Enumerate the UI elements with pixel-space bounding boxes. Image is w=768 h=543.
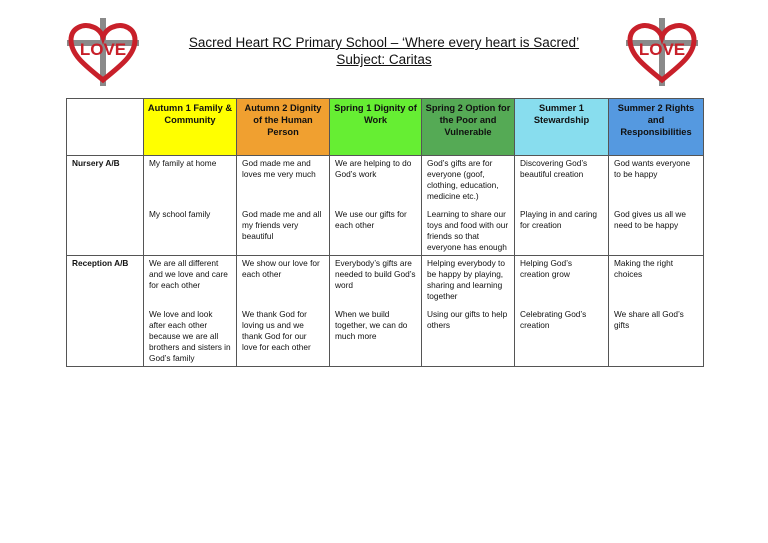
cell-entry: My family at home: [149, 158, 217, 168]
cell-entry: Learning to share our toys and food with our friends so that everyone has enough: [427, 209, 509, 252]
table-cell: [144, 256, 237, 367]
cell-entry: Using our gifts to help others: [427, 309, 508, 330]
header-row: [67, 99, 704, 156]
curriculum-table: [66, 98, 704, 367]
table-cell: [237, 256, 330, 367]
table-cell: [144, 156, 237, 256]
cell-entry: God’s gifts are for everyone (goof, clothing, education, medicine etc.): [427, 158, 499, 201]
table-row-nursery: [67, 156, 704, 256]
cell-entry: Making the right choices: [614, 258, 674, 279]
cell-entry: God gives us all we need to be happy: [614, 209, 686, 230]
row-label-reception: Reception A/B: [67, 256, 144, 367]
cell-entry: Celebrating God’s creation: [520, 309, 587, 330]
table-cell: [330, 156, 422, 256]
table-cell: [237, 156, 330, 256]
cell-entry: My school family: [149, 209, 211, 219]
logo-text: LOVE: [79, 40, 127, 59]
table-cell: [422, 256, 515, 367]
cell-entry: We are helping to do God’s work: [335, 158, 412, 179]
table-cell: [609, 156, 704, 256]
logo-text: LOVE: [638, 40, 686, 59]
corner-cell: [67, 99, 144, 156]
table-cell: [515, 156, 609, 256]
row-label-nursery: Nursery A/B: [67, 156, 144, 256]
column-header-summer-1: Summer 1 Stewardship: [515, 99, 609, 156]
cell-entry: Everybody’s gifts are needed to build God’s word: [335, 258, 416, 290]
column-header-autumn-2: Autumn 2 Dignity of the Human Person: [237, 99, 330, 156]
cell-entry: Helping everybody to be happy by playing, sharing and learning together: [427, 258, 505, 301]
cell-entry: We show our love for each other: [242, 258, 320, 279]
table-cell: [609, 256, 704, 367]
column-header-summer-2: Summer 2 Rights and Responsibilities: [609, 99, 704, 156]
table-cell: [422, 156, 515, 256]
document-header: [0, 34, 768, 68]
cell-entry: Helping God’s creation grow: [520, 258, 572, 279]
cell-entry: We share all God’s gifts: [614, 309, 684, 330]
column-header-spring-1: Spring 1 Dignity of Work: [330, 99, 422, 156]
cell-entry: God made me and all my friends very beautiful: [242, 209, 322, 241]
cell-entry: We thank God for loving us and we thank God for our love for each other: [242, 309, 311, 352]
cell-entry: We use our gifts for each other: [335, 209, 407, 230]
cell-entry: God wants everyone to be happy: [614, 158, 691, 179]
cell-entry: Discovering God’s beautiful creation: [520, 158, 588, 179]
table-cell: [515, 256, 609, 367]
column-header-autumn-1: Autumn 1 Family & Community: [144, 99, 237, 156]
table-cell: [330, 256, 422, 367]
cell-entry: We love and look after each other because we are all brothers and sisters in God’s family: [149, 309, 231, 363]
page-title: Sacred Heart RC Primary School – ‘Where every heart is Sacred’: [188, 35, 580, 50]
cell-entry: We are all different and we love and care for each other: [149, 258, 228, 290]
subject-title: Subject: Caritas: [336, 52, 432, 67]
table-row-reception: [67, 256, 704, 367]
column-header-spring-2: Spring 2 Option for the Poor and Vulnerable: [422, 99, 515, 156]
cell-entry: Playing in and caring for creation: [520, 209, 598, 230]
cell-entry: God made me and loves me very much: [242, 158, 316, 179]
cell-entry: When we build together, we can do much more: [335, 309, 408, 341]
